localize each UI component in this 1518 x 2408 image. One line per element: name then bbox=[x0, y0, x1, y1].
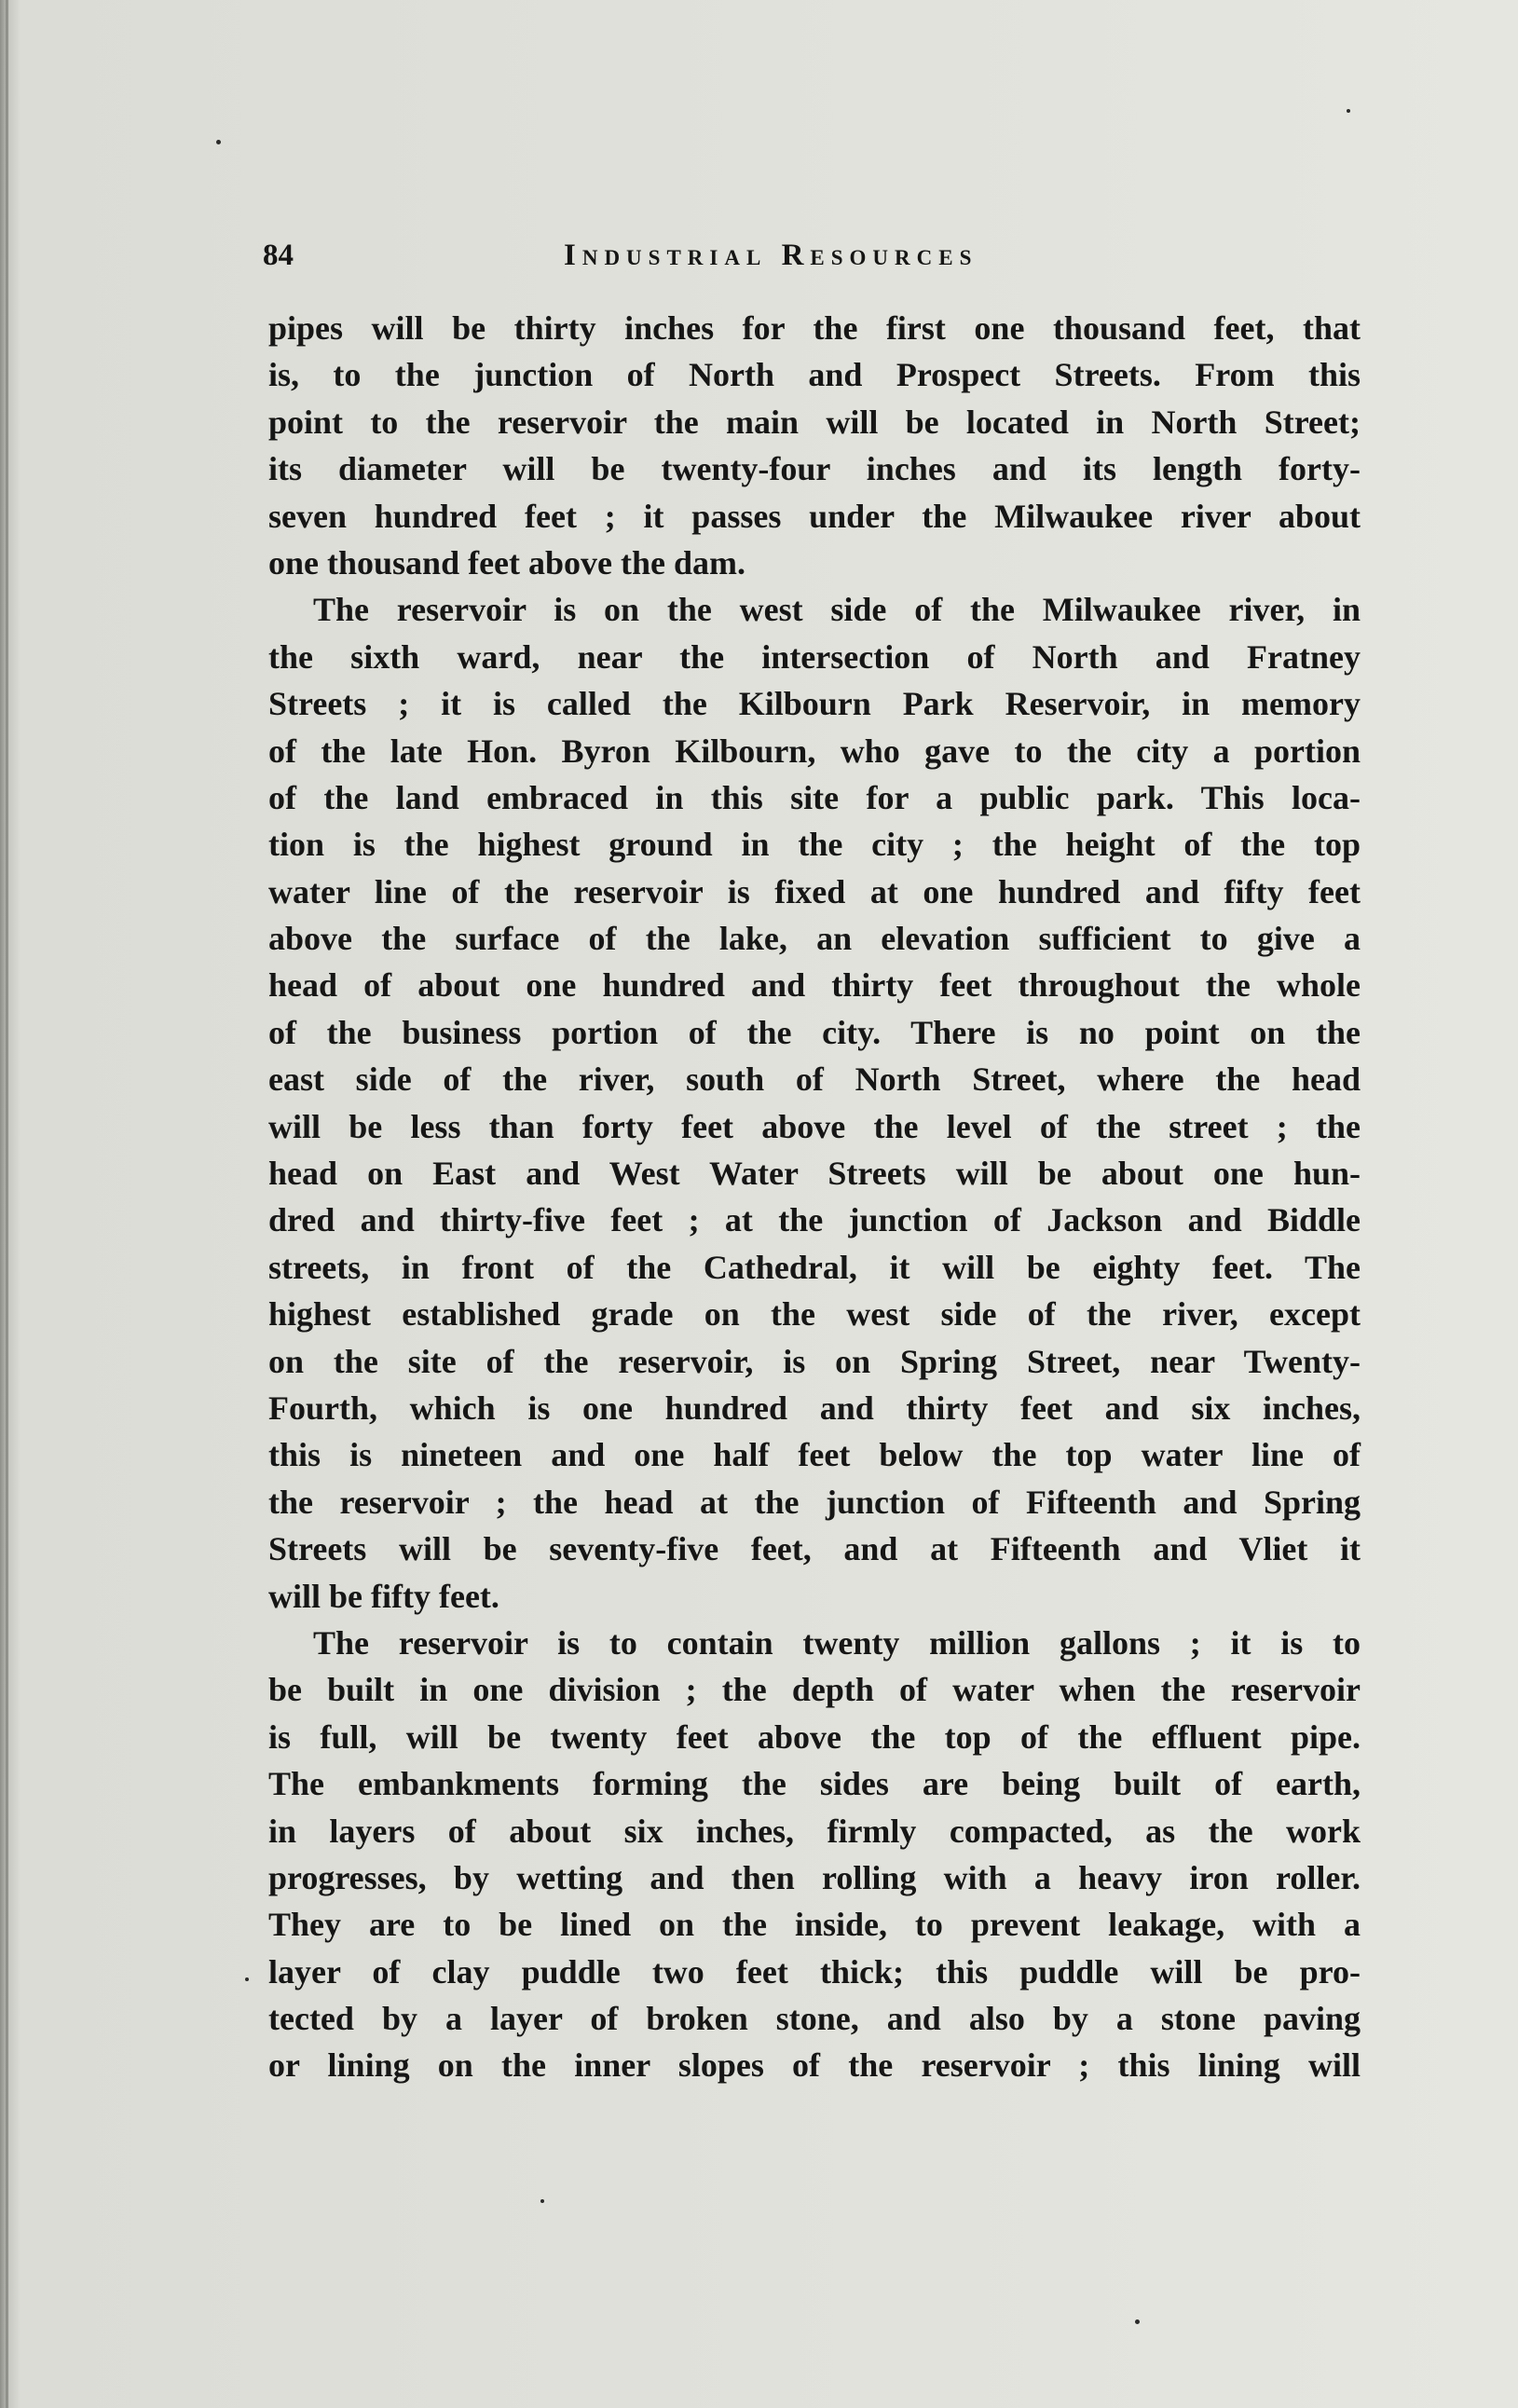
text-line: highest established grade on the west side of the river, except bbox=[268, 1295, 1361, 1334]
text-line: progresses, by wetting and then rolling with a heavy iron roller. bbox=[268, 1858, 1361, 1896]
text-line: will be less than forty feet above the level of the street ; the bbox=[268, 1107, 1361, 1145]
text-line: The reservoir is on the west side of the Milwaukee river, in bbox=[313, 591, 1361, 629]
page-header bbox=[0, 233, 1518, 289]
text-line: this is nineteen and one half feet below the top water line of bbox=[268, 1436, 1361, 1474]
running-head: Industrial Resources bbox=[564, 239, 978, 272]
text-line: water line of the reservoir is fixed at one hundred and fifty feet bbox=[268, 872, 1361, 910]
text-line: will be fifty feet. bbox=[268, 1577, 499, 1615]
text-line: one thousand feet above the dam. bbox=[268, 543, 746, 581]
text-line: head on East and West Water Streets will be about one hun- bbox=[268, 1155, 1361, 1193]
text-line: in layers of about six inches, firmly compacted, as the work bbox=[268, 1812, 1361, 1850]
page-gutter-edge bbox=[6, 0, 8, 2408]
body-text bbox=[268, 305, 1361, 2089]
text-line: layer of clay puddle two feet thick; this puddle will be pro- bbox=[268, 1952, 1361, 1991]
text-line: pipes will be thirty inches for the first one thousand feet, that bbox=[268, 309, 1361, 347]
text-line: point to the reservoir the main will be located in North Street; bbox=[268, 403, 1361, 441]
text-line: east side of the river, south of North Street, where the head bbox=[268, 1060, 1361, 1099]
text-line: The reservoir is to contain twenty million gallons ; it is to bbox=[313, 1623, 1361, 1662]
text-line: of the land embraced in this site for a public park. This loca- bbox=[268, 778, 1361, 816]
text-line: dred and thirty-five feet ; at the junction of Jackson and Biddle bbox=[268, 1201, 1361, 1239]
text-line: its diameter will be twenty-four inches and its length forty- bbox=[268, 450, 1361, 488]
text-line: above the surface of the lake, an elevation sufficient to give a bbox=[268, 920, 1361, 958]
text-line: or lining on the inner slopes of the reservoir ; this lining will bbox=[268, 2046, 1361, 2085]
text-line: seven hundred feet ; it passes under the Milwaukee river about bbox=[268, 497, 1361, 535]
text-line: is, to the junction of North and Prospect Streets. From this bbox=[268, 356, 1361, 394]
print-speck bbox=[1135, 2319, 1140, 2324]
text-line: the sixth ward, near the intersection of North and Fratney bbox=[268, 637, 1361, 676]
print-speck bbox=[216, 140, 221, 144]
text-line: tion is the highest ground in the city ; the height of the top bbox=[268, 826, 1361, 864]
page-number: 84 bbox=[263, 239, 294, 272]
print-speck bbox=[540, 2199, 544, 2203]
text-line: Streets ; it is called the Kilbourn Park Reservoir, in memory bbox=[268, 685, 1361, 723]
text-line: of the late Hon. Byron Kilbourn, who gave to the city a portion bbox=[268, 732, 1361, 770]
text-line: is full, will be twenty feet above the top of the effluent pipe. bbox=[268, 1717, 1361, 1756]
text-line: on the site of the reservoir, is on Spring Street, near Twenty- bbox=[268, 1342, 1361, 1380]
text-line: of the business portion of the city. There is no point on the bbox=[268, 1013, 1361, 1051]
text-line: Streets will be seventy-five feet, and at Fifteenth and Vliet it bbox=[268, 1530, 1361, 1568]
text-line: The embankments forming the sides are being built of earth, bbox=[268, 1765, 1361, 1803]
print-speck bbox=[1347, 109, 1350, 113]
text-line: head of about one hundred and thirty feet throughout the whole bbox=[268, 966, 1361, 1005]
text-line: be built in one division ; the depth of water when the reservoir bbox=[268, 1671, 1361, 1709]
text-line: tected by a layer of broken stone, and also by a stone paving bbox=[268, 2000, 1361, 2038]
text-line: the reservoir ; the head at the junction of Fifteenth and Spring bbox=[268, 1483, 1361, 1521]
print-speck bbox=[245, 1977, 249, 1981]
text-line: streets, in front of the Cathedral, it will be eighty feet. The bbox=[268, 1248, 1361, 1286]
text-line: They are to be lined on the inside, to prevent leakage, with a bbox=[268, 1906, 1361, 1944]
text-line: Fourth, which is one hundred and thirty feet and six inches, bbox=[268, 1389, 1361, 1427]
